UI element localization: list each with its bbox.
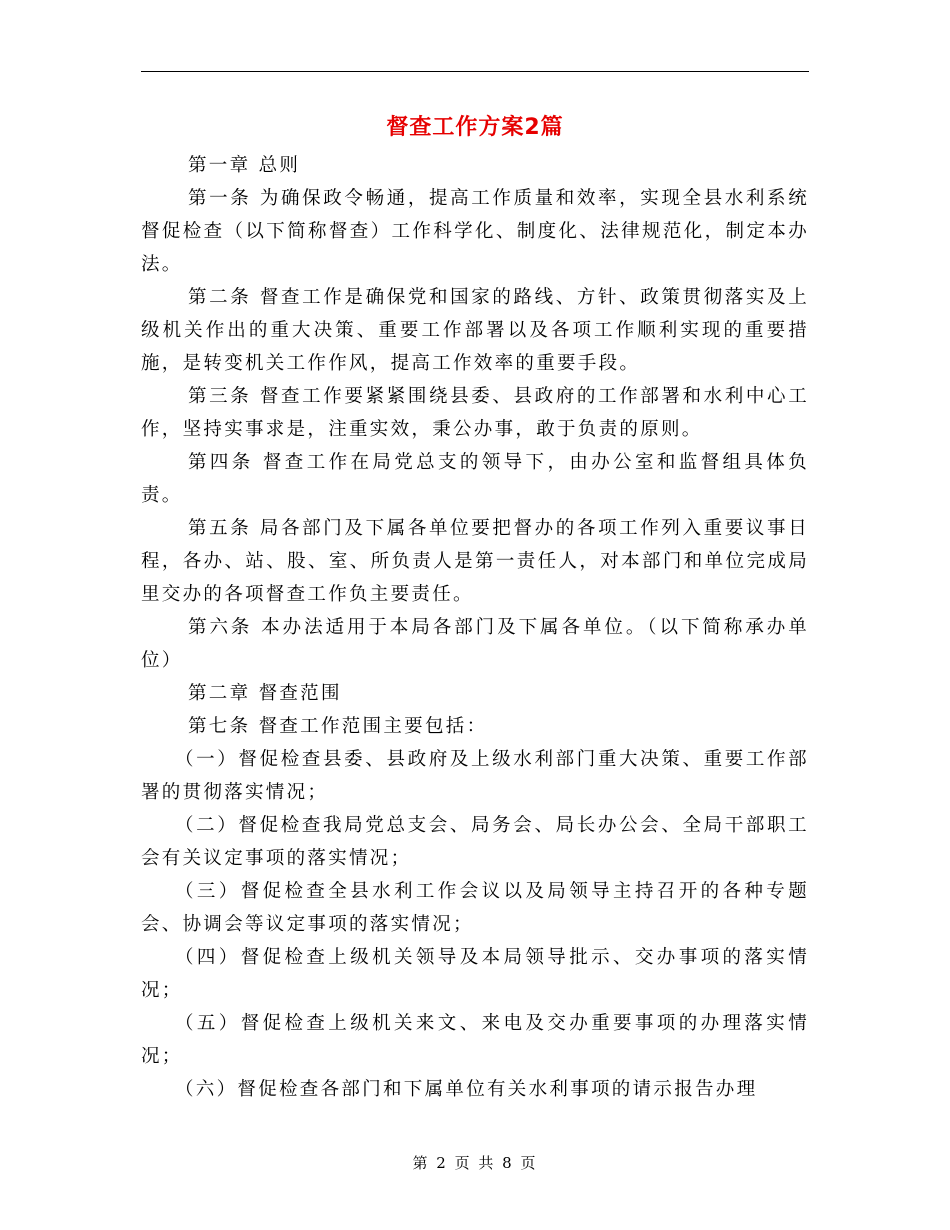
- document-body: [141, 149, 809, 1106]
- paragraph: （一）督促检查县委、县政府及上级水利部门重大决策、重要工作部署的贯彻落实情况；: [141, 749, 809, 803]
- paragraph: 第三条 督查工作要紧紧围绕县委、县政府的工作部署和水利中心工作，坚持实事求是，注重实效，秉公办事，敢于负责的原则。: [141, 386, 809, 440]
- paragraph: 第五条 局各部门及下属各单位要把督办的各项工作列入重要议事日程，各办、站、股、室、所负责人是第一责任人，对本部门和单位完成局里交办的各项督查工作负主要责任。: [141, 518, 809, 605]
- paragraph: 第六条 本办法适用于本局各部门及下属各单位。（以下简称承办单位）: [141, 617, 809, 671]
- paragraph: 第二章 督查范围: [188, 683, 342, 704]
- paragraph: 第一条 为确保政令畅通，提高工作质量和效率，实现全县水利系统督促检查（以下简称督查）工作科学化、制度化、法律规范化，制定本办法。: [141, 188, 809, 275]
- paragraph: （五）督促检查上级机关来文、来电及交办重要事项的办理落实情况；: [141, 1013, 809, 1067]
- paragraph: （六）督促检查各部门和下属单位有关水利事项的请示报告办理: [175, 1079, 758, 1100]
- paragraph: （二）督促检查我局党总支会、局务会、局长办公会、全局干部职工会有关议定事项的落实情况；: [141, 815, 809, 869]
- header-rule: [141, 71, 809, 72]
- paragraph: （四）督促检查上级机关领导及本局领导批示、交办事项的落实情况；: [141, 947, 809, 1001]
- page-footer: 第 2 页 共 8 页: [412, 1154, 538, 1172]
- paragraph: 第七条 督查工作范围主要包括：: [188, 716, 488, 737]
- paragraph: （三）督促检查全县水利工作会议以及局领导主持召开的各种专题会、协调会等议定事项的落实情况；: [141, 881, 809, 935]
- paragraph: 第一章 总则: [188, 155, 301, 176]
- document-title: 督查工作方案2篇: [386, 115, 564, 140]
- paragraph: 第四条 督查工作在局党总支的领导下，由办公室和监督组具体负责。: [141, 452, 809, 506]
- paragraph: 第二条 督查工作是确保党和国家的路线、方针、政策贯彻落实及上级机关作出的重大决策、重要工作部署以及各项工作顺利实现的重要措施，是转变机关工作作风，提高工作效率的重要手段。: [141, 287, 809, 374]
